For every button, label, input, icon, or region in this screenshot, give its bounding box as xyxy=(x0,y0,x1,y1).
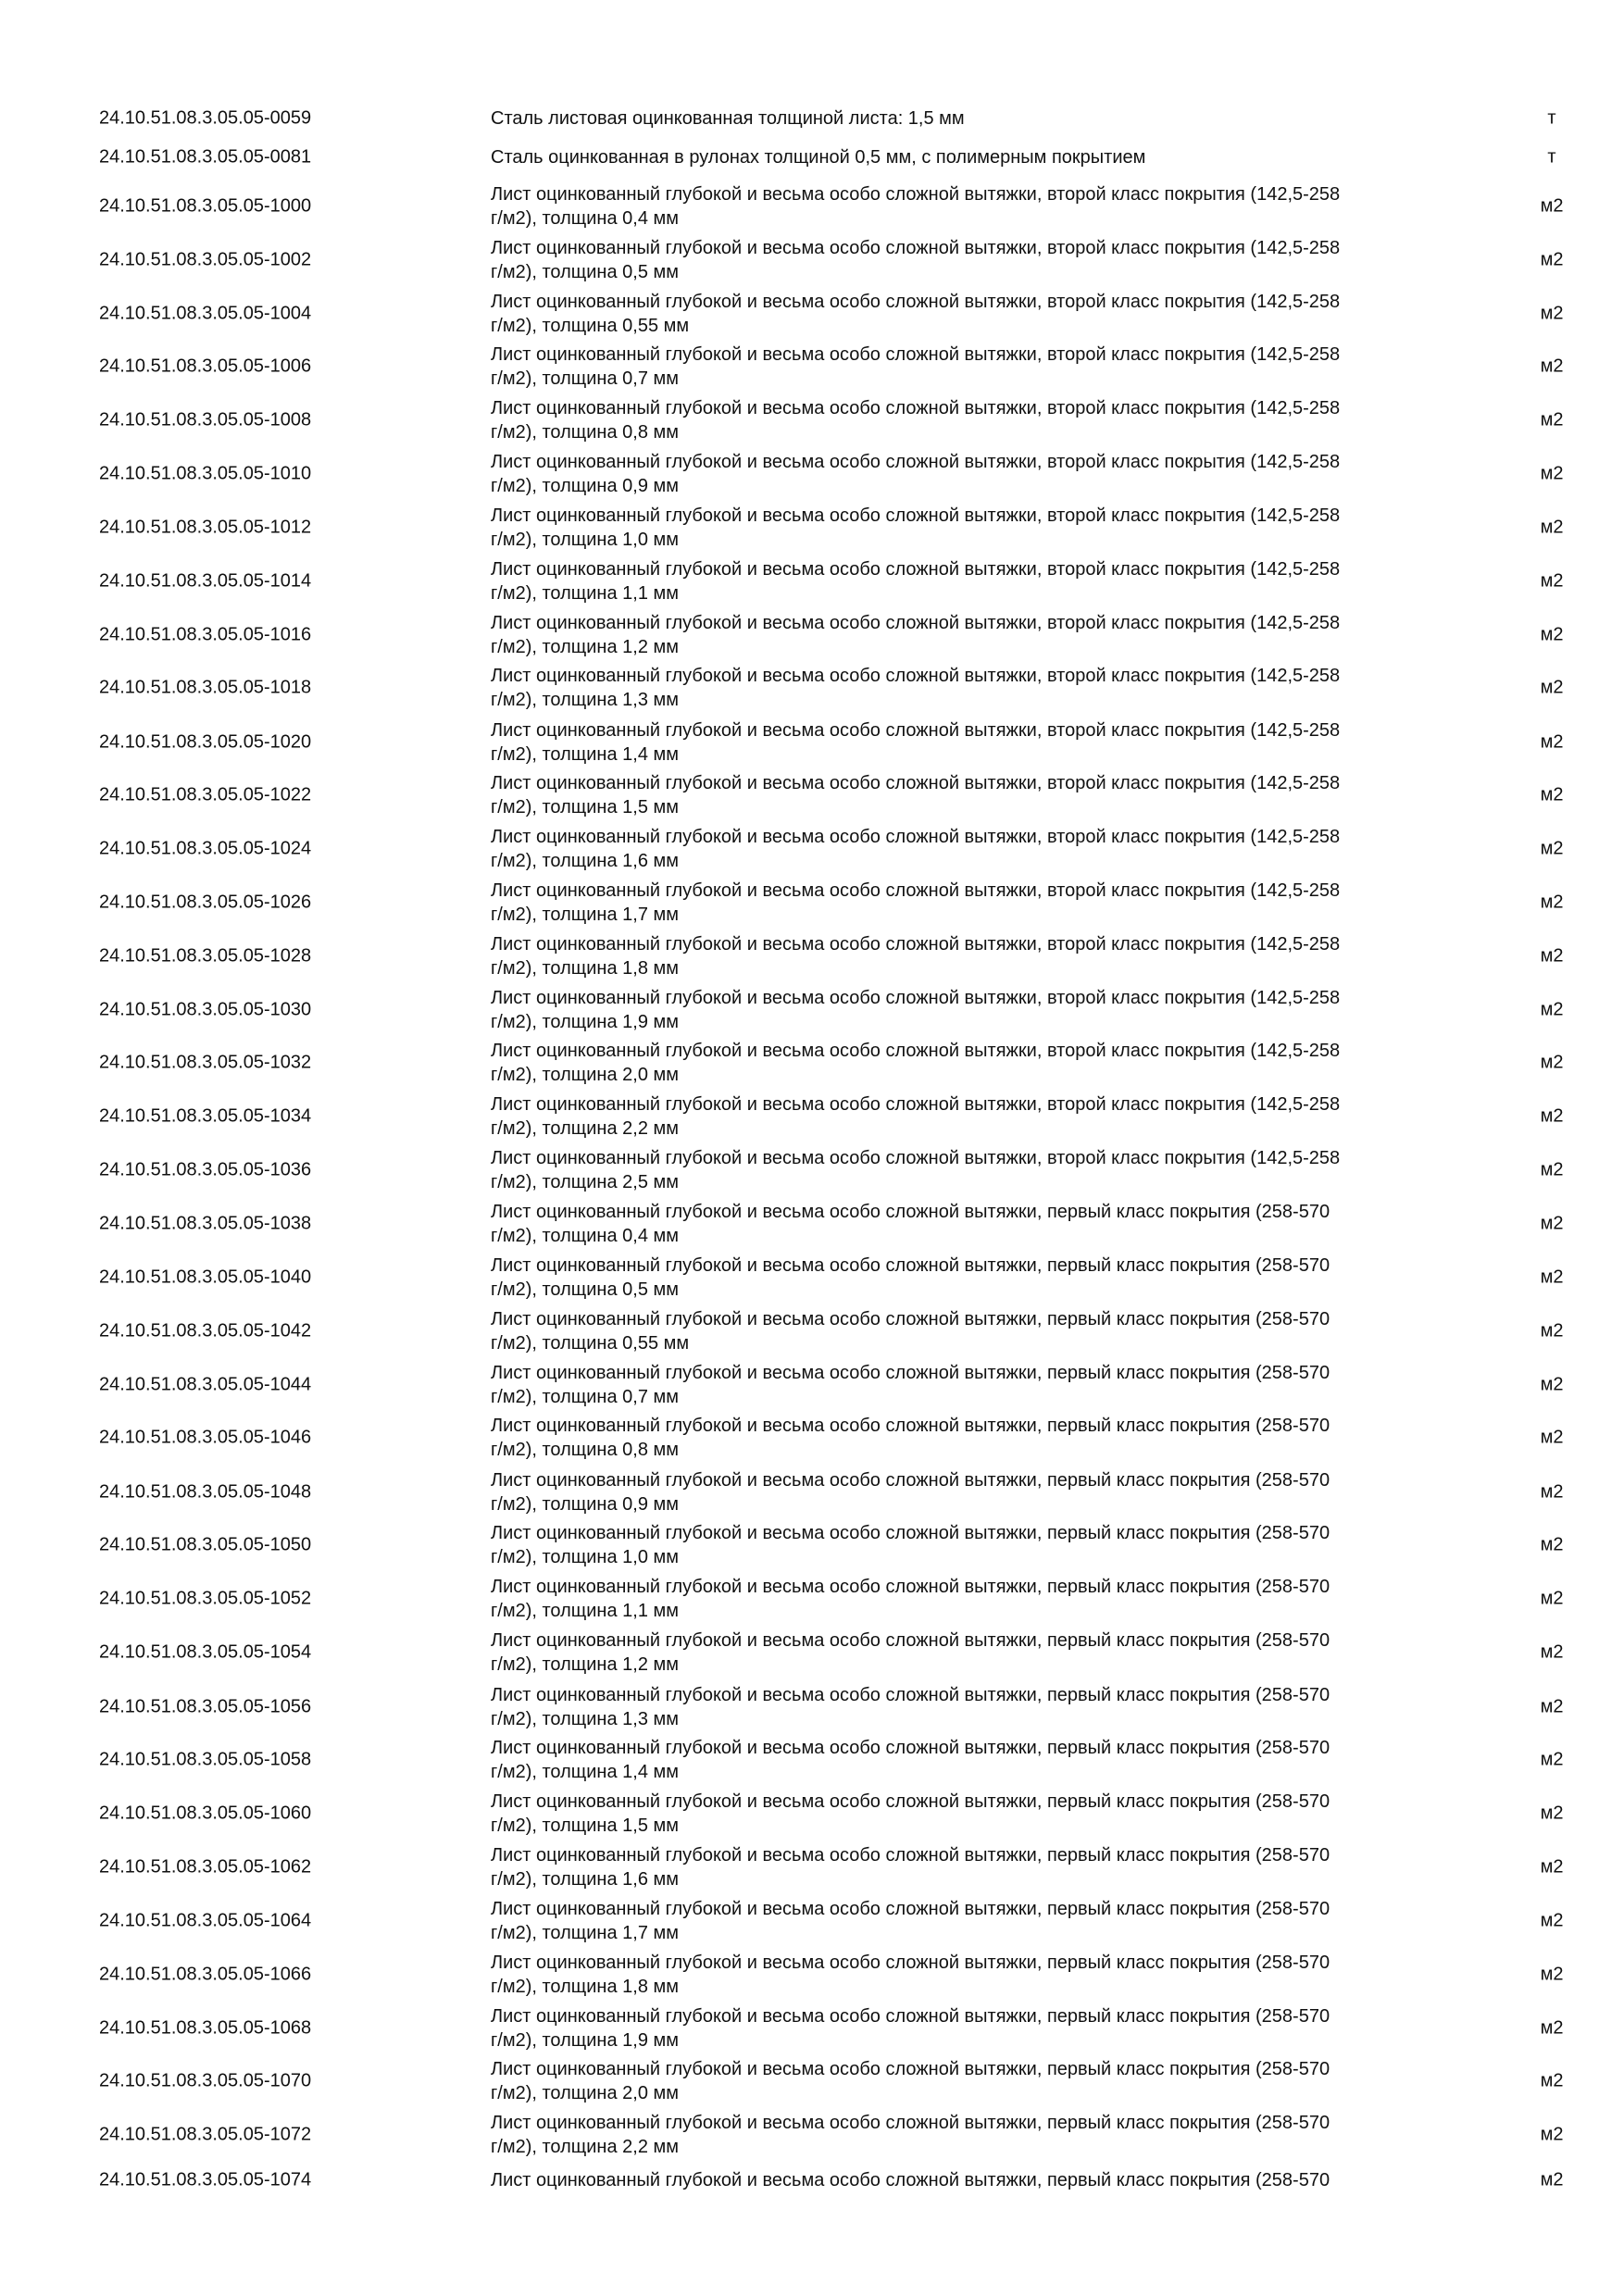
table-row xyxy=(0,2058,1624,2104)
row-description: Лист оцинкованный глубокой и весьма особо сложной вытяжки, первый класс покрытия (258-570 г/м2), толщина 2,2 мм xyxy=(491,2113,1330,2157)
table-row xyxy=(0,291,1624,337)
row-unit: м2 xyxy=(1540,1588,1564,1609)
row-code: 24.10.51.08.3.05.05-1012 xyxy=(99,517,312,538)
row-description: Лист оцинкованный глубокой и весьма особо сложной вытяжки, второй класс покрытия (142,5-258 г/м2), толщина 0,8 мм xyxy=(491,398,1341,443)
table-row xyxy=(0,1201,1624,1247)
row-description: Лист оцинкованный глубокой и весьма особо сложной вытяжки, второй класс покрытия (142,5-258 г/м2), толщина 1,8 мм xyxy=(491,934,1341,979)
row-code: 24.10.51.08.3.05.05-1038 xyxy=(99,1213,312,1234)
row-description: Лист оцинкованный глубокой и весьма особо сложной вытяжки, второй класс покрытия (142,5-258 г/м2), толщина 1,5 мм xyxy=(491,773,1341,817)
table-row xyxy=(0,558,1624,605)
row-description: Лист оцинкованный глубокой и весьма особо сложной вытяжки, первый класс покрытия (258-570 xyxy=(491,2170,1330,2190)
row-unit: м2 xyxy=(1540,1964,1564,1985)
row-unit: м2 xyxy=(1540,356,1564,377)
table-row xyxy=(0,1040,1624,1086)
row-description: Лист оцинкованный глубокой и весьма особо сложной вытяжки, второй класс покрытия (142,5-258 г/м2), толщина 1,6 мм xyxy=(491,827,1341,871)
row-description: Лист оцинкованный глубокой и весьма особо сложной вытяжки, второй класс покрытия (142,5-258 г/м2), толщина 1,9 мм xyxy=(491,988,1341,1032)
row-code: 24.10.51.08.3.05.05-0081 xyxy=(99,146,312,168)
row-description: Лист оцинкованный глубокой и весьма особо сложной вытяжки, первый класс покрытия (258-570 г/м2), толщина 0,55 мм xyxy=(491,1309,1330,1354)
table-row xyxy=(0,104,1624,133)
row-code: 24.10.51.08.3.05.05-1010 xyxy=(99,463,312,484)
row-code: 24.10.51.08.3.05.05-1032 xyxy=(99,1052,312,1073)
row-unit: м2 xyxy=(1540,2124,1564,2145)
row-description: Лист оцинкованный глубокой и весьма особо сложной вытяжки, второй класс покрытия (142,5-258 г/м2), толщина 0,9 мм xyxy=(491,452,1341,496)
row-code: 24.10.51.08.3.05.05-1014 xyxy=(99,570,312,592)
table-row xyxy=(0,880,1624,926)
row-code: 24.10.51.08.3.05.05-1060 xyxy=(99,1803,312,1824)
row-unit: м2 xyxy=(1540,195,1564,217)
table-row xyxy=(0,343,1624,390)
row-unit: м2 xyxy=(1540,1803,1564,1824)
table-row xyxy=(0,612,1624,658)
row-unit: м2 xyxy=(1540,1427,1564,1448)
row-description: Лист оцинкованный глубокой и весьма особо сложной вытяжки, второй класс покрытия (142,5-258 г/м2), толщина 1,1 мм xyxy=(491,559,1341,604)
row-code: 24.10.51.08.3.05.05-1044 xyxy=(99,1374,312,1395)
table-row xyxy=(0,826,1624,872)
row-description: Лист оцинкованный глубокой и весьма особо сложной вытяжки, первый класс покрытия (258-570 г/м2), толщина 1,1 мм xyxy=(491,1577,1330,1621)
row-unit: м2 xyxy=(1540,409,1564,430)
table-row xyxy=(0,2112,1624,2158)
row-code: 24.10.51.08.3.05.05-1068 xyxy=(99,2017,312,2039)
row-unit: м2 xyxy=(1540,2070,1564,2091)
table-row xyxy=(0,1629,1624,1676)
row-unit: м2 xyxy=(1540,677,1564,698)
table-row xyxy=(0,237,1624,283)
row-unit: м2 xyxy=(1540,303,1564,324)
table-row xyxy=(0,1415,1624,1461)
row-description: Лист оцинкованный глубокой и весьма особо сложной вытяжки, первый класс покрытия (258-570 г/м2), толщина 1,8 мм xyxy=(491,1953,1330,1997)
row-description: Лист оцинкованный глубокой и весьма особо сложной вытяжки, второй класс покрытия (142,5-258 г/м2), толщина 0,55 мм xyxy=(491,292,1341,336)
row-description: Лист оцинкованный глубокой и весьма особо сложной вытяжки, второй класс покрытия (142,5-258 г/м2), толщина 1,3 мм xyxy=(491,666,1341,710)
table-row xyxy=(0,505,1624,551)
row-code: 24.10.51.08.3.05.05-1056 xyxy=(99,1696,312,1717)
table-row xyxy=(0,772,1624,818)
row-description: Лист оцинкованный глубокой и весьма особо сложной вытяжки, второй класс покрытия (142,5-258 г/м2), толщина 1,2 мм xyxy=(491,613,1341,657)
row-unit: м2 xyxy=(1540,1374,1564,1395)
row-code: 24.10.51.08.3.05.05-1052 xyxy=(99,1588,312,1609)
table-row xyxy=(0,1898,1624,1944)
table-row xyxy=(0,2005,1624,2052)
row-unit: м2 xyxy=(1540,1267,1564,1288)
row-unit: м2 xyxy=(1540,2169,1564,2190)
table-row xyxy=(0,1308,1624,1354)
row-code: 24.10.51.08.3.05.05-1008 xyxy=(99,409,312,430)
table-row xyxy=(0,1362,1624,1408)
row-description: Лист оцинкованный глубокой и весьма особо сложной вытяжки, второй класс покрытия (142,5-258 г/м2), толщина 1,7 мм xyxy=(491,880,1341,925)
table-row xyxy=(0,1093,1624,1140)
row-description: Лист оцинкованный глубокой и весьма особо сложной вытяжки, второй класс покрытия (142,5-258 г/м2), толщина 2,0 мм xyxy=(491,1041,1341,1085)
row-code: 24.10.51.08.3.05.05-1018 xyxy=(99,677,312,698)
row-code: 24.10.51.08.3.05.05-1040 xyxy=(99,1267,312,1288)
table-row xyxy=(0,1844,1624,1890)
table-row xyxy=(0,933,1624,980)
row-description: Сталь оцинкованная в рулонах толщиной 0,5 мм, с полимерным покрытием xyxy=(491,147,1146,168)
row-unit: т xyxy=(1547,107,1556,129)
row-code: 24.10.51.08.3.05.05-1000 xyxy=(99,195,312,217)
table-row xyxy=(0,1737,1624,1783)
table-row xyxy=(0,143,1624,172)
table-row xyxy=(0,1952,1624,1998)
row-description: Лист оцинкованный глубокой и весьма особо сложной вытяжки, первый класс покрытия (258-570 г/м2), толщина 1,6 мм xyxy=(491,1845,1330,1890)
row-description: Лист оцинкованный глубокой и весьма особо сложной вытяжки, первый класс покрытия (258-570 г/м2), толщина 0,4 мм xyxy=(491,1202,1330,1246)
table-row xyxy=(0,183,1624,230)
row-unit: м2 xyxy=(1540,1749,1564,1770)
row-unit: м2 xyxy=(1540,784,1564,805)
table-row xyxy=(0,1576,1624,1622)
row-unit: м2 xyxy=(1540,1052,1564,1073)
row-description: Лист оцинкованный глубокой и весьма особо сложной вытяжки, второй класс покрытия (142,5-258 г/м2), толщина 0,4 мм xyxy=(491,184,1341,229)
row-code: 24.10.51.08.3.05.05-1002 xyxy=(99,249,312,270)
row-description: Лист оцинкованный глубокой и весьма особо сложной вытяжки, первый класс покрытия (258-570 г/м2), толщина 1,3 мм xyxy=(491,1685,1330,1729)
row-code: 24.10.51.08.3.05.05-1016 xyxy=(99,624,312,645)
row-unit: м2 xyxy=(1540,517,1564,538)
row-description: Лист оцинкованный глубокой и весьма особо сложной вытяжки, первый класс покрытия (258-570 г/м2), толщина 1,0 мм xyxy=(491,1523,1330,1567)
row-description: Лист оцинкованный глубокой и весьма особо сложной вытяжки, первый класс покрытия (258-570 г/м2), толщина 0,5 мм xyxy=(491,1255,1330,1300)
table-row xyxy=(0,719,1624,766)
row-unit: м2 xyxy=(1540,1856,1564,1878)
row-description: Лист оцинкованный глубокой и весьма особо сложной вытяжки, первый класс покрытия (258-570 г/м2), толщина 1,7 мм xyxy=(491,1899,1330,1943)
row-unit: м2 xyxy=(1540,999,1564,1020)
table-row xyxy=(0,2165,1624,2195)
row-description: Лист оцинкованный глубокой и весьма особо сложной вытяжки, первый класс покрытия (258-570 г/м2), толщина 1,5 мм xyxy=(491,1791,1330,1836)
table-row xyxy=(0,665,1624,711)
row-code: 24.10.51.08.3.05.05-1030 xyxy=(99,999,312,1020)
row-description: Сталь листовая оцинкованная толщиной листа: 1,5 мм xyxy=(491,108,965,129)
row-code: 24.10.51.08.3.05.05-1042 xyxy=(99,1320,312,1341)
table-row xyxy=(0,451,1624,497)
row-description: Лист оцинкованный глубокой и весьма особо сложной вытяжки, первый класс покрытия (258-570 г/м2), толщина 0,8 мм xyxy=(491,1416,1330,1460)
row-description: Лист оцинкованный глубокой и весьма особо сложной вытяжки, первый класс покрытия (258-570 г/м2), толщина 2,0 мм xyxy=(491,2059,1330,2103)
row-code: 24.10.51.08.3.05.05-1070 xyxy=(99,2070,312,2091)
row-description: Лист оцинкованный глубокой и весьма особо сложной вытяжки, второй класс покрытия (142,5-258 г/м2), толщина 2,5 мм xyxy=(491,1148,1341,1192)
table-row xyxy=(0,1147,1624,1193)
row-code: 24.10.51.08.3.05.05-1058 xyxy=(99,1749,312,1770)
row-code: 24.10.51.08.3.05.05-1050 xyxy=(99,1534,312,1555)
table-row xyxy=(0,397,1624,443)
row-description: Лист оцинкованный глубокой и весьма особо сложной вытяжки, второй класс покрытия (142,5-258 г/м2), толщина 0,5 мм xyxy=(491,238,1341,282)
row-description: Лист оцинкованный глубокой и весьма особо сложной вытяжки, первый класс покрытия (258-570 г/м2), толщина 0,7 мм xyxy=(491,1363,1330,1407)
row-unit: м2 xyxy=(1540,1534,1564,1555)
table-row xyxy=(0,1254,1624,1301)
row-description: Лист оцинкованный глубокой и весьма особо сложной вытяжки, первый класс покрытия (258-570 г/м2), толщина 1,4 мм xyxy=(491,1738,1330,1782)
row-unit: м2 xyxy=(1540,249,1564,270)
table-row xyxy=(0,987,1624,1033)
row-unit: м2 xyxy=(1540,1641,1564,1663)
row-unit: м2 xyxy=(1540,731,1564,753)
row-unit: м2 xyxy=(1540,1105,1564,1127)
row-code: 24.10.51.08.3.05.05-1064 xyxy=(99,1910,312,1931)
row-code: 24.10.51.08.3.05.05-1020 xyxy=(99,731,312,753)
row-code: 24.10.51.08.3.05.05-1062 xyxy=(99,1856,312,1878)
row-code: 24.10.51.08.3.05.05-1046 xyxy=(99,1427,312,1448)
row-unit: м2 xyxy=(1540,1213,1564,1234)
row-unit: м2 xyxy=(1540,1910,1564,1931)
row-description: Лист оцинкованный глубокой и весьма особо сложной вытяжки, второй класс покрытия (142,5-258 г/м2), толщина 0,7 мм xyxy=(491,344,1341,389)
row-description: Лист оцинкованный глубокой и весьма особо сложной вытяжки, второй класс покрытия (142,5-258 г/м2), толщина 2,2 мм xyxy=(491,1094,1341,1139)
row-code: 24.10.51.08.3.05.05-0059 xyxy=(99,107,312,129)
row-unit: м2 xyxy=(1540,570,1564,592)
row-description: Лист оцинкованный глубокой и весьма особо сложной вытяжки, второй класс покрытия (142,5-258 г/м2), толщина 1,0 мм xyxy=(491,505,1341,550)
row-code: 24.10.51.08.3.05.05-1048 xyxy=(99,1481,312,1503)
row-unit: м2 xyxy=(1540,1696,1564,1717)
row-unit: м2 xyxy=(1540,1481,1564,1503)
row-code: 24.10.51.08.3.05.05-1024 xyxy=(99,838,312,859)
row-code: 24.10.51.08.3.05.05-1028 xyxy=(99,945,312,967)
row-unit: м2 xyxy=(1540,1320,1564,1341)
table-row xyxy=(0,1791,1624,1837)
row-unit: м2 xyxy=(1540,838,1564,859)
row-code: 24.10.51.08.3.05.05-1072 xyxy=(99,2124,312,2145)
row-code: 24.10.51.08.3.05.05-1074 xyxy=(99,2169,312,2190)
row-unit: м2 xyxy=(1540,945,1564,967)
row-code: 24.10.51.08.3.05.05-1006 xyxy=(99,356,312,377)
row-description: Лист оцинкованный глубокой и весьма особо сложной вытяжки, первый класс покрытия (258-570 г/м2), толщина 1,9 мм xyxy=(491,2006,1330,2051)
table-row xyxy=(0,1684,1624,1730)
row-unit: м2 xyxy=(1540,892,1564,913)
row-unit: т xyxy=(1547,146,1556,168)
row-description: Лист оцинкованный глубокой и весьма особо сложной вытяжки, второй класс покрытия (142,5-258 г/м2), толщина 1,4 мм xyxy=(491,720,1341,765)
row-code: 24.10.51.08.3.05.05-1036 xyxy=(99,1159,312,1180)
table-row xyxy=(0,1469,1624,1516)
row-unit: м2 xyxy=(1540,624,1564,645)
row-code: 24.10.51.08.3.05.05-1026 xyxy=(99,892,312,913)
row-unit: м2 xyxy=(1540,1159,1564,1180)
row-code: 24.10.51.08.3.05.05-1054 xyxy=(99,1641,312,1663)
row-unit: м2 xyxy=(1540,463,1564,484)
row-code: 24.10.51.08.3.05.05-1022 xyxy=(99,784,312,805)
row-unit: м2 xyxy=(1540,2017,1564,2039)
row-description: Лист оцинкованный глубокой и весьма особо сложной вытяжки, первый класс покрытия (258-570 г/м2), толщина 0,9 мм xyxy=(491,1470,1330,1515)
row-code: 24.10.51.08.3.05.05-1034 xyxy=(99,1105,312,1127)
row-description: Лист оцинкованный глубокой и весьма особо сложной вытяжки, первый класс покрытия (258-570 г/м2), толщина 1,2 мм xyxy=(491,1630,1330,1675)
table-row xyxy=(0,1522,1624,1568)
row-code: 24.10.51.08.3.05.05-1066 xyxy=(99,1964,312,1985)
row-code: 24.10.51.08.3.05.05-1004 xyxy=(99,303,312,324)
